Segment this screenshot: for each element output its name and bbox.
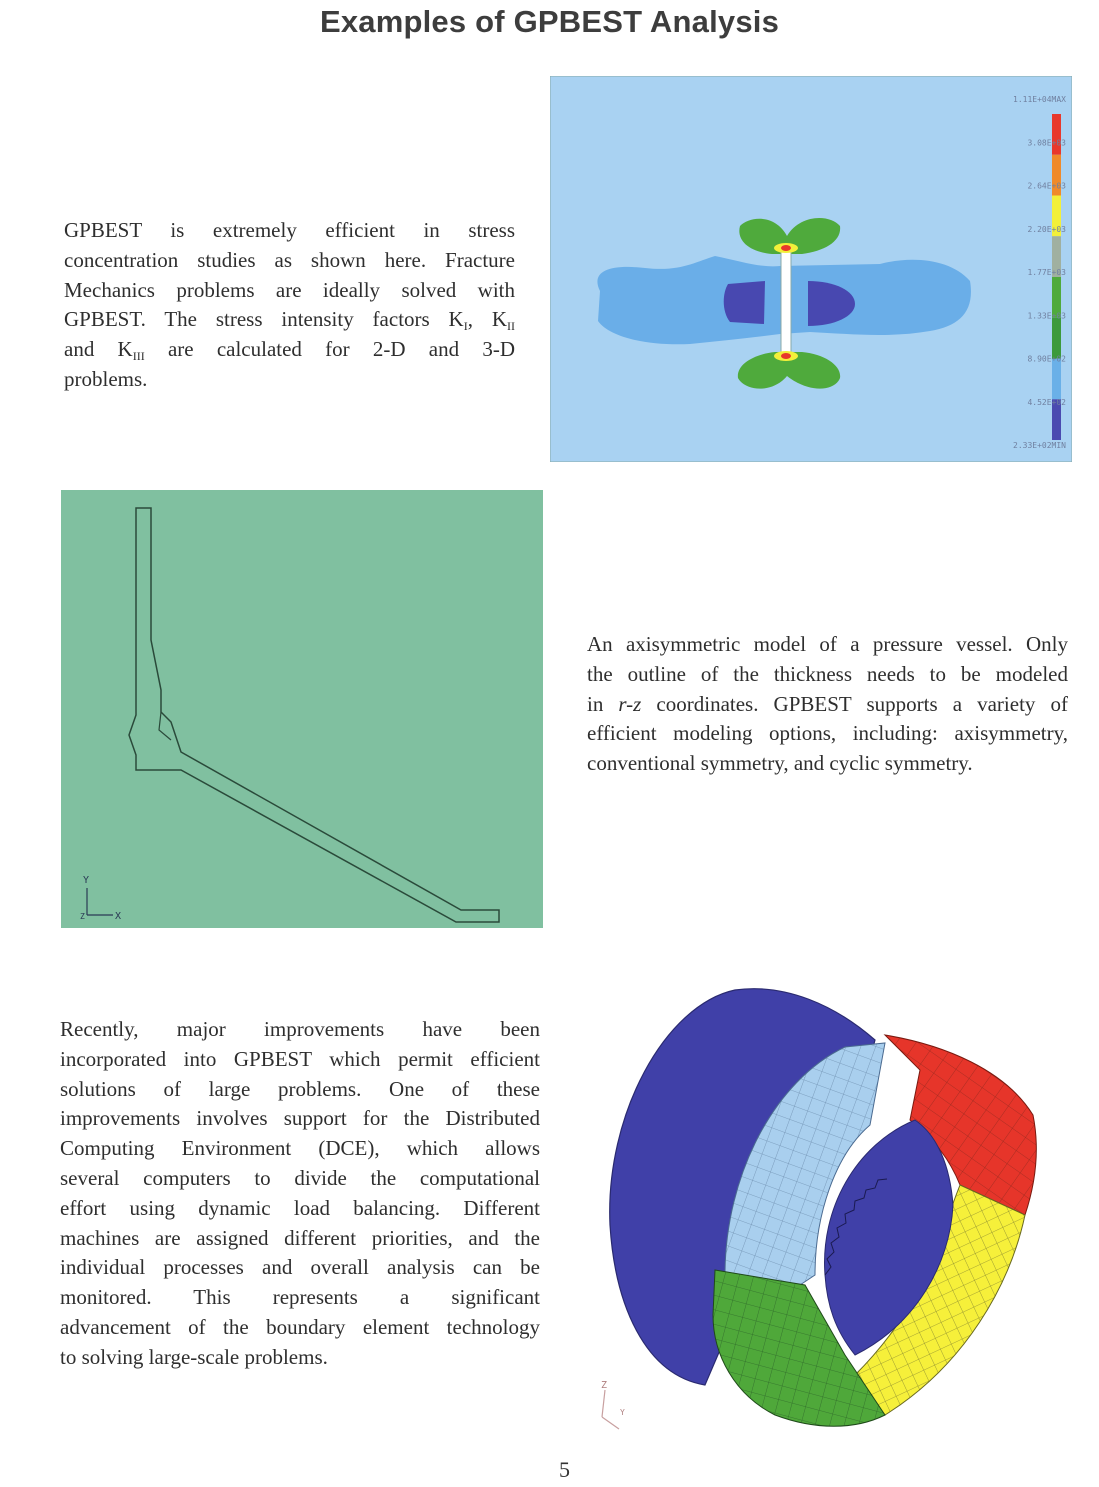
text-line: monitored. This represents a significant xyxy=(60,1285,540,1310)
text-segment: coordinates. GPBEST supports a variety of xyxy=(641,691,1068,716)
crack-slit xyxy=(781,251,791,356)
text-line: concentration studies as shown here. Fracture xyxy=(64,247,515,272)
text-line: improvements involves support for the Distributed xyxy=(60,1106,540,1131)
legend-label: 4.52E+02 xyxy=(1027,397,1066,407)
axis-y-label: Y xyxy=(83,875,90,886)
axis-z-label: Z xyxy=(601,1380,608,1391)
text-line: solutions of large problems. One of these xyxy=(60,1076,540,1101)
crack-tip-bottom-core xyxy=(781,353,791,359)
text-line xyxy=(64,335,515,365)
axis-triad xyxy=(601,1380,625,1429)
subscript: I xyxy=(463,319,468,334)
text-line: incorporated into GPBEST which permit efficient xyxy=(60,1046,540,1071)
ring-model-figure xyxy=(585,985,1055,1435)
page-title: Examples of GPBEST Analysis xyxy=(319,4,780,39)
paragraph-pressure-vessel xyxy=(587,630,1068,779)
legend-label: 3.08E+03 xyxy=(1027,138,1066,148)
text-segment: are calculated for 2-D and 3-D xyxy=(144,337,515,362)
legend-label: 1.77E+03 xyxy=(1027,268,1066,277)
axis-x-label: X xyxy=(115,911,122,922)
legend-label: 1.33E+03 xyxy=(1027,311,1066,321)
legend-label: 8.90E+02 xyxy=(1027,354,1066,364)
legend-label: 2.20E+03 xyxy=(1027,224,1066,234)
text-segment: and K xyxy=(64,337,133,362)
text-segment: , K xyxy=(467,307,507,332)
text-line: conventional symmetry, and cyclic symmetry. xyxy=(587,751,973,776)
text-line: An axisymmetric model of a pressure vessel. Only xyxy=(587,632,1068,656)
axis-y-label: Y xyxy=(620,1408,625,1417)
subscript: II xyxy=(507,319,515,334)
text-segment: GPBEST. The stress intensity factors K xyxy=(64,307,464,332)
text-line: GPBEST is extremely efficient in stress xyxy=(64,218,515,242)
text-line: Recently, major improvements have been xyxy=(60,1017,540,1041)
text-line: Mechanics problems are ideally solved with xyxy=(64,277,515,302)
text-line: advancement of the boundary element technology xyxy=(60,1314,540,1339)
paragraph-fracture-mechanics xyxy=(64,216,515,395)
text-line: efficient modeling options, including: axisymmetry, xyxy=(587,721,1068,746)
legend-label: 1.11E+04MAX xyxy=(1013,95,1066,104)
legend-color-swatch xyxy=(1052,318,1061,359)
y-axis-line xyxy=(602,1417,619,1429)
crack-tip-top-core xyxy=(781,245,791,251)
text-line: to solving large-scale problems. xyxy=(60,1344,328,1369)
contour-region-purple-left xyxy=(724,281,765,324)
pressure-vessel-figure xyxy=(61,490,543,928)
page-number: 5 xyxy=(559,1457,570,1482)
subscript: III xyxy=(132,349,145,364)
legend-color-swatch xyxy=(1052,114,1061,155)
axis-z-label: Z xyxy=(80,912,85,921)
text-segment: in xyxy=(587,691,619,716)
text-line: the outline of the thickness needs to be modeled xyxy=(587,661,1068,686)
stress-contour-figure xyxy=(550,76,1072,462)
legend-color-swatch xyxy=(1052,359,1061,400)
text-line: Computing Environment (DCE), which allows xyxy=(60,1136,540,1161)
text-line: effort using dynamic load balancing. Different xyxy=(60,1195,540,1220)
text-line xyxy=(64,305,515,335)
legend-label: 2.64E+03 xyxy=(1027,181,1066,191)
text-line xyxy=(587,690,1068,720)
z-axis-line xyxy=(602,1390,605,1417)
text-line: problems. xyxy=(64,366,148,391)
text-line: several computers to divide the computational xyxy=(60,1165,540,1190)
paragraph-dce-improvements xyxy=(60,1015,540,1373)
legend-label: 2.33E+02MIN xyxy=(1013,441,1066,450)
figure-background xyxy=(61,490,543,928)
text-line: machines are assigned different priorities, and the xyxy=(60,1225,540,1250)
text-line: individual processes and overall analysis can be xyxy=(60,1255,540,1280)
italic-text: r-z xyxy=(618,691,642,716)
